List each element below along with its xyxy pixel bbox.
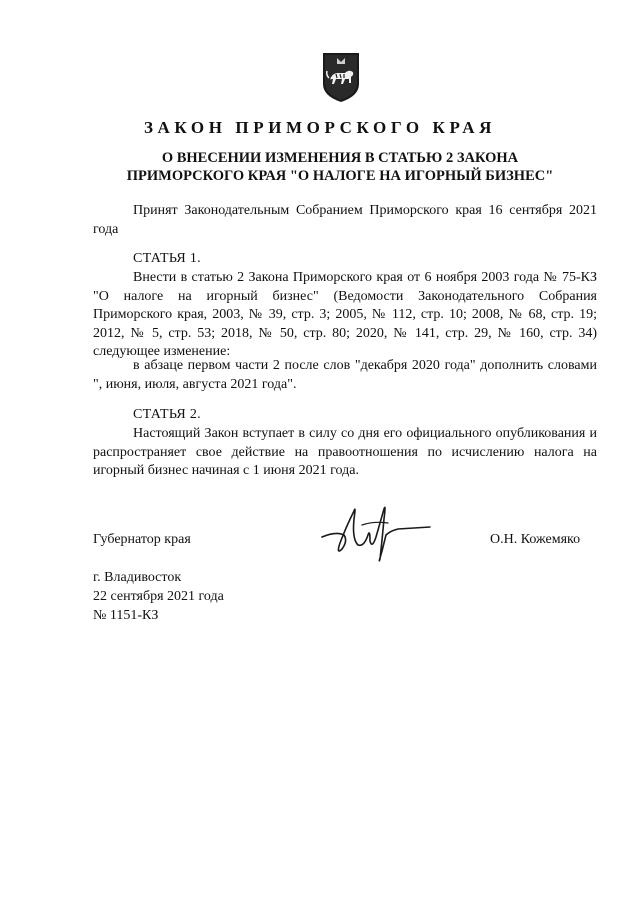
subtitle-line-2: ПРИМОРСКОГО КРАЯ "О НАЛОГЕ НА ИГОРНЫЙ БИЗНЕС" (126, 168, 554, 184)
law-number: № 1151-КЗ (93, 608, 159, 623)
city: г. Владивосток (93, 570, 182, 585)
article-2-paragraph-1: Настоящий Закон вступает в силу со дня его официального опубликования и распространяет свое действие на правоотношения по исчислению налога на игорный бизнес начиная с 1 июня 2021 года. (93, 426, 597, 479)
place-date-number (93, 568, 224, 625)
adoption-note: Принят Законодательным Собранием Приморского края 16 сентября 2021 года (93, 203, 597, 237)
article-1-heading: СТАТЬЯ 1. (133, 251, 201, 266)
law-title: ЗАКОН ПРИМОРСКОГО КРАЯ (143, 118, 497, 137)
subtitle-line-1: О ВНЕСЕНИИ ИЗМЕНЕНИЯ В СТАТЬЮ 2 ЗАКОНА (161, 150, 519, 166)
article-2-heading: СТАТЬЯ 2. (133, 407, 201, 422)
law-subtitle (110, 149, 570, 185)
coat-of-arms-icon (321, 50, 361, 104)
handwritten-signature-icon (318, 497, 438, 569)
signatory-name: О.Н. Кожемяко (490, 532, 581, 547)
signing-date: 22 сентября 2021 года (93, 589, 224, 604)
signatory-position: Губернатор края (93, 532, 191, 547)
article-1-paragraph-2: в абзаце первом части 2 после слов "декабря 2020 года" дополнить словами ", июня, июля, августа 2021 года". (93, 358, 597, 392)
article-1-paragraph-1: Внести в статью 2 Закона Приморского края от 6 ноября 2003 года № 75-КЗ "О налоге на игорный бизнес" (Ведомости Законодательного Собрания Приморского края, 2003, № 39, стр. 3; 2005, № 112, стр. 10; 2008, № 68, стр. 19; 2012, № 5, стр. 53; 2018, № 50, стр. 80; 2020, № 141, стр. 29, № 160, стр. 34) следующее изменение: (93, 270, 597, 360)
